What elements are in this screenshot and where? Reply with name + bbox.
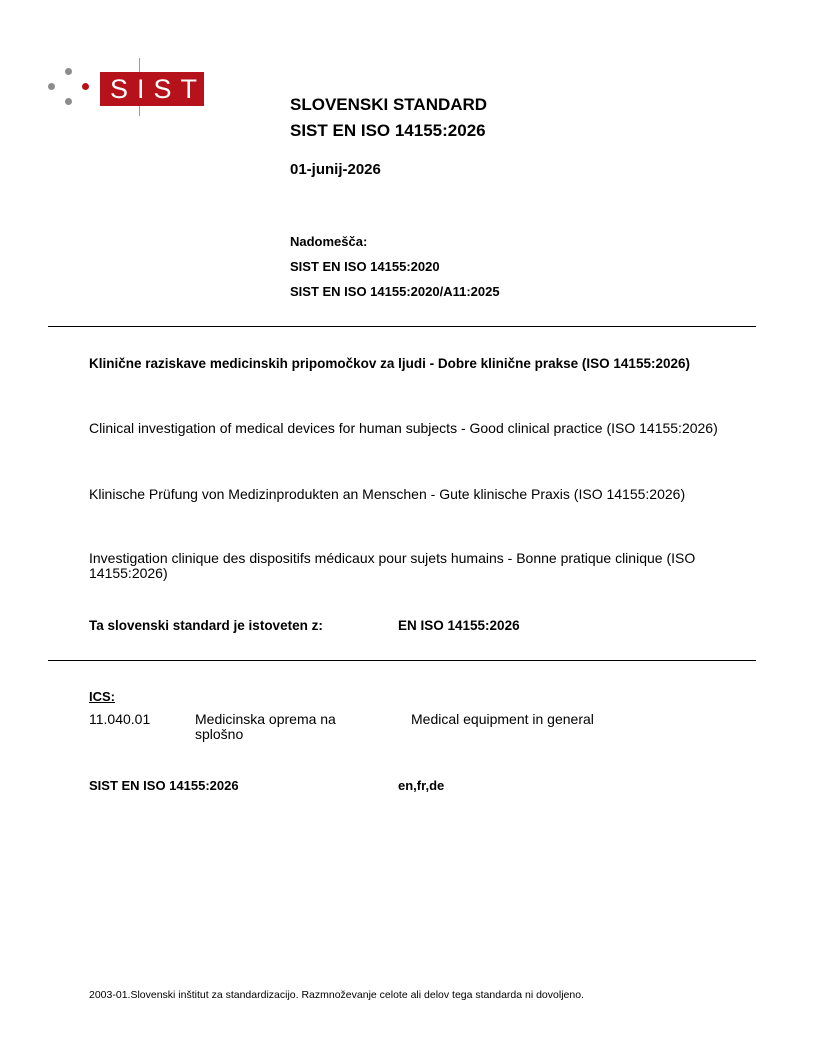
ics-description-en: Medical equipment in general bbox=[411, 711, 594, 727]
copyright-notice: 2003-01.Slovenski inštitut za standardizacijo. Razmnoževanje celote ali delov tega standarda ni dovoljeno. bbox=[89, 989, 584, 1001]
identical-label: Ta slovenski standard je istoveten z: bbox=[89, 618, 323, 633]
document-type: SLOVENSKI STANDARD bbox=[290, 95, 488, 114]
replaces-label: Nadomešča: bbox=[290, 234, 368, 249]
ics-label: ICS: bbox=[89, 689, 115, 704]
logo-wordmark: SIST bbox=[100, 72, 204, 106]
identical-value: EN ISO 14155:2026 bbox=[398, 618, 520, 633]
title-german: Klinische Prüfung von Medizinprodukten an Menschen - Gute klinische Praxis (ISO 14155:2026) bbox=[89, 486, 686, 502]
logo-dot-icon bbox=[65, 68, 72, 75]
logo-dot-icon bbox=[82, 83, 89, 90]
replaced-standard: SIST EN ISO 14155:2020/A11:2025 bbox=[290, 284, 500, 299]
divider bbox=[48, 326, 756, 327]
standard-number: SIST EN ISO 14155:2026 bbox=[290, 121, 486, 140]
replaced-standard: SIST EN ISO 14155:2020 bbox=[290, 259, 440, 274]
standard-id: SIST EN ISO 14155:2026 bbox=[89, 778, 239, 793]
title-english: Clinical investigation of medical devices for human subjects - Good clinical practice (ISO 14155:2026) bbox=[89, 420, 718, 436]
ics-description-sl: Medicinska oprema na splošno bbox=[195, 711, 336, 742]
divider bbox=[48, 660, 756, 661]
publication-date: 01-junij-2026 bbox=[290, 161, 381, 178]
logo-dot-icon bbox=[48, 83, 55, 90]
logo-dot-icon bbox=[65, 98, 72, 105]
languages: en,fr,de bbox=[398, 778, 445, 793]
ics-code: 11.040.01 bbox=[89, 711, 151, 727]
title-slovenian: Klinične raziskave medicinskih pripomočkov za ljudi - Dobre klinične prakse (ISO 14155:2026) bbox=[89, 356, 690, 371]
title-french: Investigation clinique des dispositifs médicaux pour sujets humains - Bonne pratique clinique (ISO 14155:2026) bbox=[89, 550, 696, 581]
